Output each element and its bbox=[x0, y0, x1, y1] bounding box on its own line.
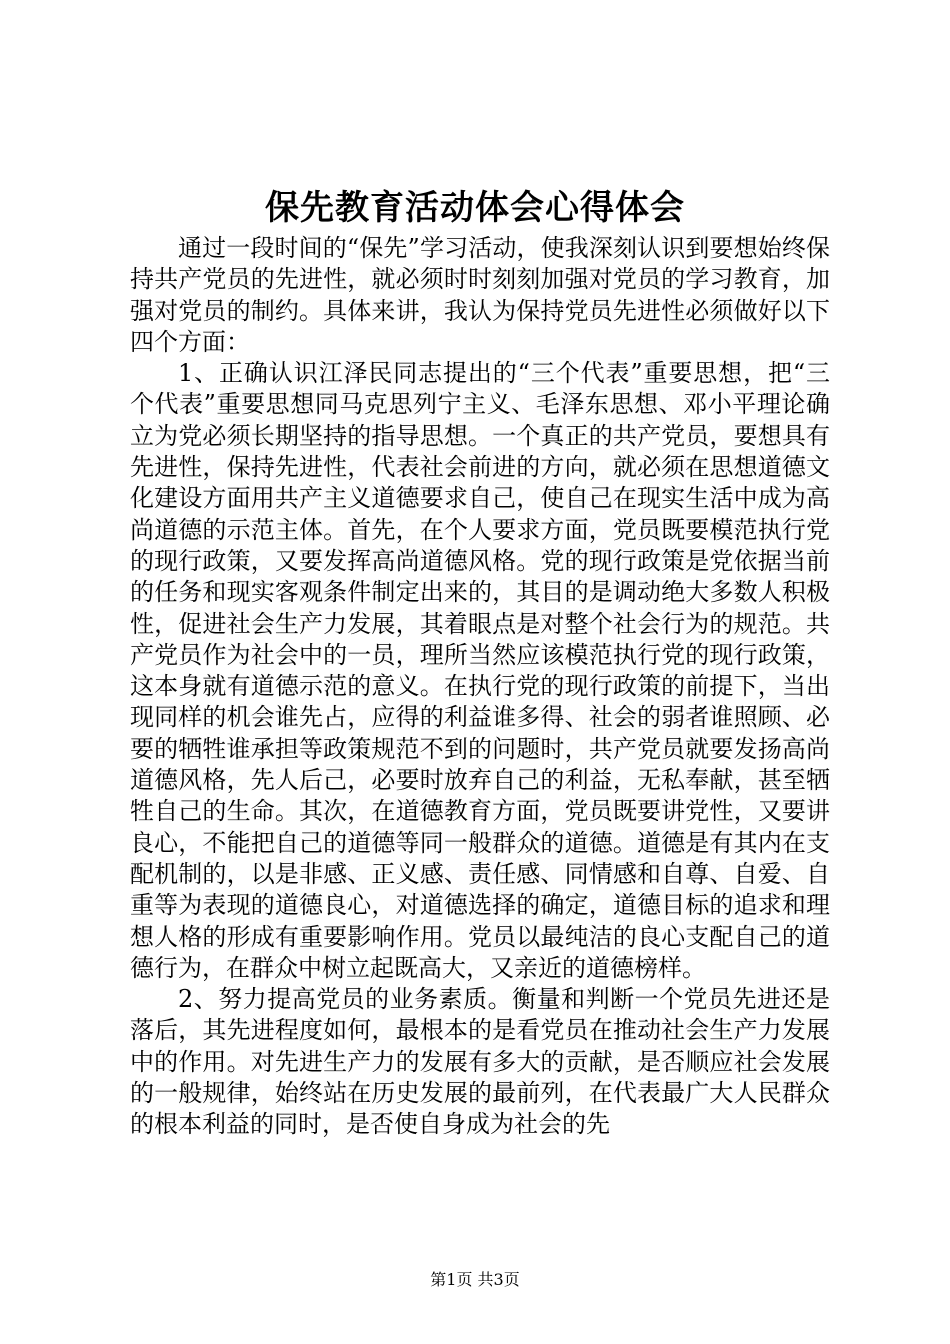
paragraph-intro: 通过一段时间的“保先”学习活动，使我深刻认识到要想始终保持共产党员的先进性，就必须时时刻刻加强对党员的学习教育，加强对党员的制约。具体来讲，我认为保持党员先进性必须做好以下四个方面： bbox=[130, 234, 830, 356]
page-number: 第1页 共3页 bbox=[430, 1270, 520, 1289]
document-title: 保先教育活动体会心得体会 bbox=[265, 188, 685, 228]
paragraph-point-1: 1、正确认识江泽民同志提出的“三个代表”重要思想，把“三个代表”重要思想同马克思列宁主义、毛泽东思想、邓小平理论确立为党必须长期坚持的指导思想。一个真正的共产党员，要想具有先进性，保持先进性，代表社会前进的方向，就必须在思想道德文化建设方面用共产主义道德要求自己，使自己在现实生活中成为高尚道德的示范主体。首先，在个人要求方面，党员既要模范执行党的现行政策，又要发挥高尚道德风格。党的现行政策是党依据当前的任务和现实客观条件制定出来的，其目的是调动绝大多数人积极性，促进社会生产力发展，其着眼点是对整个社会行为的规范。共产党员作为社会中的一员，理所当然应该模范执行党的现行政策，这本身就有道德示范的意义。在执行党的现行政策的前提下，当出现同样的机会谁先占，应得的利益谁多得、社会的弱者谁照顾、必要的牺牲谁承担等政策规范不到的问题时，共产党员就要发扬高尚道德风格，先人后己，必要时放弃自己的利益，无私奉献，甚至牺牲自己的生命。其次，在道德教育方面，党员既要讲党性，又要讲良心，不能把自己的道德等同一般群众的道德。道德是有其内在支配机制的，以是非感、正义感、责任感、同情感和自尊、自爱、自重等为表现的道德良心，对道德选择的确定，道德目标的追求和理想人格的形成有重要影响作用。党员以最纯洁的良心支配自己的道德行为，在群众中树立起既高大，又亲近的道德榜样。 bbox=[130, 359, 830, 982]
document-body bbox=[130, 233, 830, 1141]
paragraph-point-2: 2、努力提高党员的业务素质。衡量和判断一个党员先进还是落后，其先进程度如何，最根本的是看党员在推动社会生产力发展中的作用。对先进生产力的发展有多大的贡献，是否顺应社会发展的一般规律，始终站在历史发展的最前列，在代表最广大人民群众的根本利益的同时，是否使自身成为社会的先 bbox=[130, 985, 830, 1139]
